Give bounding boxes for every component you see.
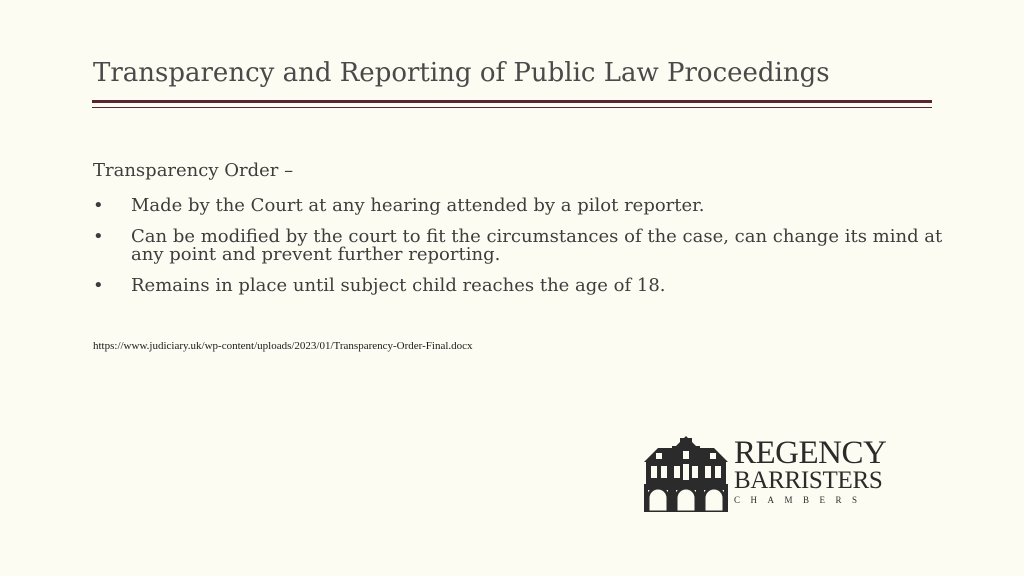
logo-line-chambers: CHAMBERS (734, 495, 868, 505)
logo-wordmark (734, 435, 887, 506)
bullet-text: Can be modified by the court to fit the circumstances of the case, can change its mind at any point and prevent further reporting. (131, 226, 943, 265)
title-divider-thick (92, 100, 932, 103)
bullet-text: Made by the Court at any hearing attended by a pilot reporter. (131, 195, 705, 216)
bullet-text: Remains in place until subject child reaches the age of 18. (131, 275, 666, 296)
logo-line-barristers: BARRISTERS (734, 467, 883, 494)
bullet-item (93, 197, 943, 215)
title-divider-thin (92, 107, 932, 108)
bullet-marker: • (93, 275, 104, 296)
source-link[interactable]: https://www.judiciary.uk/wp-content/uploads/2023/01/Transparency-Order-Final.docx (93, 340, 473, 352)
bullet-list (93, 197, 943, 295)
intro-text: Transparency Order – (93, 160, 294, 181)
chambers-logo (644, 436, 894, 512)
slide-body (93, 160, 943, 308)
bullet-marker: • (93, 226, 104, 247)
bullet-marker: • (93, 195, 104, 216)
bullet-item (93, 277, 943, 295)
slide-title: Transparency and Reporting of Public Law Proceedings (93, 58, 830, 88)
building-icon (644, 436, 728, 512)
bullet-item (93, 228, 943, 264)
logo-line-regency: REGENCY (734, 435, 887, 471)
